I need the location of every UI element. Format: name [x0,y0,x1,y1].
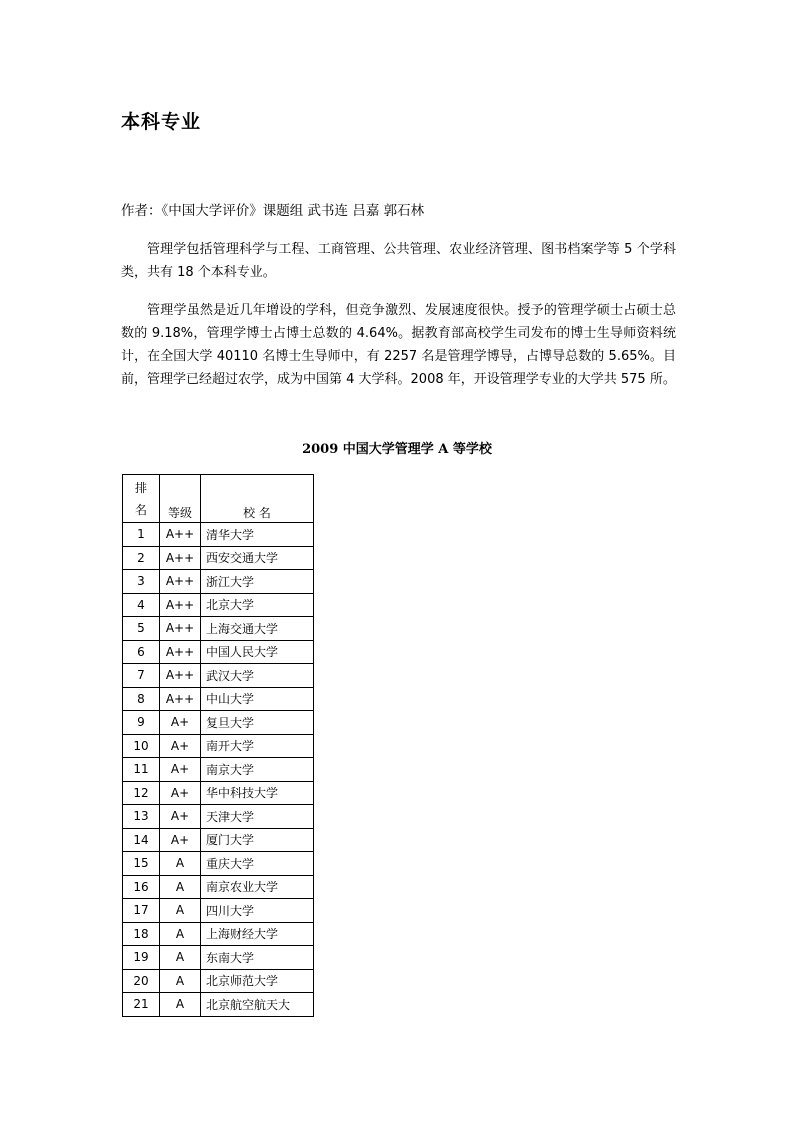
cell-school: 华中科技大学 [201,781,314,805]
author-line: 作者：《中国大学评价》课题组 武书连 吕嘉 郭石林 [121,203,425,219]
page-title: 本科专业 [121,111,202,133]
table-row [123,781,314,805]
table-row [123,852,314,876]
cell-grade: A [160,922,201,946]
cell-rank: 5 [123,617,160,641]
cell-grade: A [160,946,201,970]
cell-grade: A+ [160,758,201,782]
table-body [123,523,314,1017]
cell-rank: 17 [123,899,160,923]
cell-grade: A++ [160,546,201,570]
table-title: 2009 中国大学管理学 A 等学校 [302,442,492,457]
cell-grade: A+ [160,805,201,829]
cell-grade: A+ [160,711,201,735]
cell-grade: A+ [160,781,201,805]
cell-rank: 15 [123,852,160,876]
table-row [123,993,314,1017]
cell-school: 西安交通大学 [201,546,314,570]
cell-rank: 8 [123,687,160,711]
cell-grade: A++ [160,570,201,594]
cell-school: 北京航空航天大 [201,993,314,1017]
cell-grade: A [160,875,201,899]
table-row [123,523,314,547]
cell-rank: 3 [123,570,160,594]
cell-grade: A++ [160,523,201,547]
cell-rank: 1 [123,523,160,547]
cell-grade: A+ [160,828,201,852]
header-rank-line1: 排 [134,480,147,495]
table-row [123,946,314,970]
paragraph-statistics: 管理学虽然是近几年增设的学科，但竞争激烈、发展速度很快。授予的管理学硕士占硕士总数的 9.18%，管理学博士占博士总数的 4.64%。据教育部高校学生司发布的博士生导师资料统计，在全国大学 40110 名博士生导师中，有 2257 名是管理学博导，占博导总数的 5.65%。目前，管理学已经超过农学，成为中国第 4 大学科。2008 年，开设管理学专业的大学共 575 所。 [121,303,676,387]
table-header-row [123,475,314,523]
cell-school: 清华大学 [201,523,314,547]
table-row [123,711,314,735]
table-row [123,922,314,946]
cell-rank: 4 [123,593,160,617]
paragraph-intro: 管理学包括管理科学与工程、工商管理、公共管理、农业经济管理、图书档案学等 5 个学科类，共有 18 个本科专业。 [121,242,676,280]
cell-grade: A [160,969,201,993]
cell-rank: 14 [123,828,160,852]
cell-grade: A++ [160,593,201,617]
cell-rank: 7 [123,664,160,688]
header-school: 校 名 [201,475,314,523]
cell-school: 中山大学 [201,687,314,711]
cell-school: 南京农业大学 [201,875,314,899]
cell-grade: A [160,852,201,876]
cell-school: 上海交通大学 [201,617,314,641]
table-row [123,664,314,688]
cell-school: 东南大学 [201,946,314,970]
cell-rank: 11 [123,758,160,782]
cell-grade: A++ [160,617,201,641]
cell-grade: A++ [160,640,201,664]
cell-school: 浙江大学 [201,570,314,594]
header-rank [123,475,160,523]
table-row [123,758,314,782]
cell-school: 南京大学 [201,758,314,782]
table-row [123,687,314,711]
cell-rank: 16 [123,875,160,899]
cell-grade: A++ [160,687,201,711]
table-row [123,570,314,594]
table-row [123,617,314,641]
table-row [123,969,314,993]
cell-grade: A++ [160,664,201,688]
cell-school: 厦门大学 [201,828,314,852]
cell-rank: 19 [123,946,160,970]
cell-rank: 9 [123,711,160,735]
cell-grade: A+ [160,734,201,758]
cell-school: 南开大学 [201,734,314,758]
table-row [123,805,314,829]
cell-school: 上海财经大学 [201,922,314,946]
table-row [123,593,314,617]
table-row [123,899,314,923]
cell-rank: 12 [123,781,160,805]
cell-rank: 6 [123,640,160,664]
header-rank-line2: 名 [134,502,147,517]
table-row [123,640,314,664]
cell-school: 复旦大学 [201,711,314,735]
header-grade: 等级 [160,475,201,523]
cell-rank: 18 [123,922,160,946]
cell-school: 武汉大学 [201,664,314,688]
cell-grade: A [160,899,201,923]
table-row [123,828,314,852]
cell-rank: 20 [123,969,160,993]
cell-rank: 2 [123,546,160,570]
table-row [123,734,314,758]
cell-school: 重庆大学 [201,852,314,876]
cell-school: 中国人民大学 [201,640,314,664]
cell-school: 北京大学 [201,593,314,617]
table-row [123,546,314,570]
table-row [123,875,314,899]
cell-rank: 21 [123,993,160,1017]
cell-rank: 10 [123,734,160,758]
cell-rank: 13 [123,805,160,829]
ranking-table [122,474,314,1017]
cell-school: 四川大学 [201,899,314,923]
cell-grade: A [160,993,201,1017]
cell-school: 天津大学 [201,805,314,829]
cell-school: 北京师范大学 [201,969,314,993]
